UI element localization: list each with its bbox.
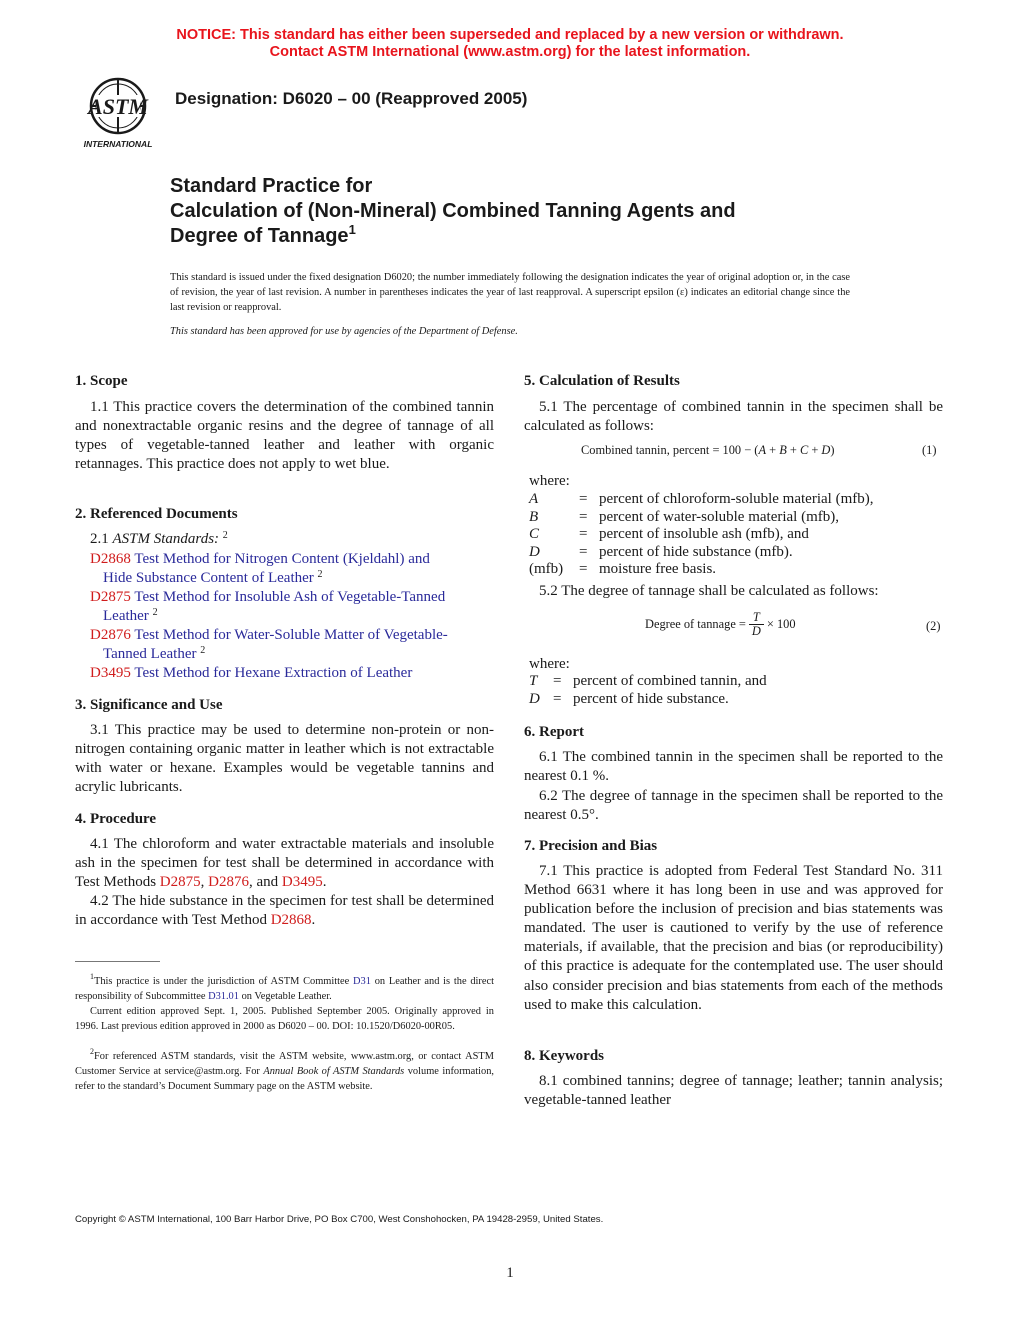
ref-link-d2875[interactable]: D2875	[159, 874, 201, 891]
reference-item-d2875[interactable]: D2875 Test Method for Insoluble Ash of Vegetable-Tanned Leather $^2$	[90, 589, 446, 624]
variable-row: B = percent of water-soluble material (mfb),	[529, 508, 840, 525]
where-label-2: where:	[529, 656, 570, 672]
equation-2-number: (2)	[926, 619, 941, 633]
copyright-notice: Copyright © ASTM International, 100 Barr Harbor Drive, PO Box C700, West Conshohocken, PA 19428-2959, United States.	[75, 1214, 604, 1225]
document-title	[170, 174, 870, 249]
astm-logo-mark	[76, 76, 160, 150]
footnote-divider	[75, 961, 160, 962]
reference-code[interactable]: D2875	[90, 589, 131, 605]
subcommittee-link[interactable]: D31.01	[208, 991, 239, 1002]
reference-title[interactable]: Test Method for Water-Soluble Matter of Vegetable-	[134, 627, 448, 643]
reference-item-d3495[interactable]	[90, 664, 494, 683]
footnote-1: $^1$This practice is under the jurisdiction of ASTM Committee D31 on Leather and is the direct responsibility of Subcommittee D31.01 on Vegetable Leather.	[75, 972, 494, 1002]
equation-1-number: (1)	[922, 443, 937, 457]
ref-link-d2876[interactable]: D2876	[208, 874, 249, 891]
section-7-paragraph: 7.1 This practice is adopted from Federal Test Standard No. 311 Method 6631 where it has long been in use and was approved for publication before the inclusion of precision and bias statements was mandated. The user is cautioned to verify by the use of reference materials, if available, that the precision and bias (or reproducibility) of this practice is adequate for the contemplated use. The user should also consider precision and bias statements from each of the methods used to make this calculation.	[524, 863, 943, 1013]
reference-title[interactable]: Test Method for Hexane Extraction of Leather	[134, 665, 413, 681]
section-3-paragraph: 3.1 This practice may be used to determine non-protein or non-nitrogen containing organic matter in leather which is not extractable with water or hexane. Examples would be vegetable tannins and acrylic lubricants.	[75, 722, 494, 796]
page-number: 1	[506, 1265, 514, 1281]
section-4-heading: 4. Procedure	[75, 811, 157, 827]
equation-2: Degree of tannage = $\frac{T}{D}$ × 100	[645, 609, 796, 638]
astm-logo-text: ASTM	[88, 94, 148, 119]
footnote-2: $^2$For referenced ASTM standards, visit the ASTM website, www.astm.org, or contact ASTM Customer Service at service@astm.org. For Annual Book of ASTM Standards volume information, refer to the standard’s Document Summary page on the ASTM website.	[75, 1047, 495, 1092]
section-5-paragraph-1: 5.1 The percentage of combined tannin in the specimen shall be calculated as follows:	[524, 399, 943, 435]
designation: Designation: D6020 – 00 (Reapproved 2005)	[175, 89, 528, 108]
section-6-heading: 6. Report	[524, 724, 584, 740]
section-5-paragraph-2: 5.2 The degree of tannage shall be calculated as follows:	[539, 583, 879, 599]
section-8-heading: 8. Keywords	[524, 1048, 604, 1064]
title-line-1: Standard Practice for	[170, 175, 373, 197]
variable-row: A = percent of chloroform-soluble material (mfb),	[529, 491, 874, 507]
astm-logo-subtext: INTERNATIONAL	[83, 139, 153, 149]
issuance-statement: This standard is issued under the fixed designation D6020; the number immediately following the designation indicates the year of original adoption or, in the case of revision, the year of last revision. A number in parentheses indicates the year of last reapproval. A superscript epsilon (ε) indicates an editorial change since the last revision or reapproval.	[170, 272, 850, 313]
reference-code[interactable]: D3495	[90, 665, 131, 681]
title-line-2: Calculation of (Non-Mineral) Combined Tanning Agents and	[170, 200, 736, 222]
section-4-paragraph-2: 4.2 The hide substance in the specimen for test shall be determined in accordance with Test Method D2868.	[75, 893, 494, 929]
ref-link-d2868[interactable]: D2868	[270, 912, 312, 929]
withdrawal-notice	[0, 27, 1020, 61]
section-6-paragraph-1: 6.1 The combined tannin in the specimen shall be reported to the nearest 0.1 %.	[524, 749, 943, 785]
section-7-heading: 7. Precision and Bias	[524, 838, 658, 854]
section-3-heading: 3. Significance and Use	[75, 697, 223, 713]
where-label-1: where:	[529, 473, 570, 489]
section-2-intro: 2.1 ASTM Standards: $^2$	[90, 530, 228, 547]
section-2-heading: 2. Referenced Documents	[75, 506, 238, 522]
astm-logo	[76, 76, 160, 150]
section-6-paragraph-2: 6.2 The degree of tannage in the specimen shall be reported to the nearest 0.5°.	[524, 788, 943, 824]
variable-row: D = percent of hide substance.	[529, 690, 729, 707]
reference-code[interactable]: D2868	[90, 551, 131, 567]
equation-1: Combined tannin, percent = 100 − (A + B + C + D)	[581, 443, 835, 457]
reference-item-d2876[interactable]: D2876 Test Method for Water-Soluble Matter of Vegetable- Tanned Leather $^2$	[90, 627, 448, 662]
variable-list-2	[529, 673, 943, 708]
reference-code[interactable]: D2876	[90, 627, 131, 643]
variable-row: (mfb) = moisture free basis.	[529, 561, 717, 577]
title-line-3: Degree of Tannage$^1$	[170, 222, 356, 247]
section-4-paragraph-1: 4.1 The chloroform and water extractable materials and insoluble ash in the specimen for test shall be determined in accordance with Test Methods D2875, D2876, and D3495.	[75, 836, 494, 891]
committee-link[interactable]: D31	[353, 976, 371, 987]
title-footnote-ref[interactable]: 1	[348, 222, 356, 237]
equation-2-fraction: $\frac{T}{D}$	[749, 611, 764, 638]
notice-line-2: Contact ASTM International (www.astm.org) for the latest information.	[269, 44, 751, 60]
section-1-heading: 1. Scope	[75, 373, 128, 389]
notice-line-1: NOTICE: This standard has either been superseded and replaced by a new version or withdrawn.	[176, 27, 844, 43]
section-8-paragraph: 8.1 combined tannins; degree of tannage; leather; tannin analysis; vegetable-tanned leather	[524, 1073, 943, 1109]
reference-item-d2868[interactable]: D2868 Test Method for Nitrogen Content (Kjeldahl) and Hide Substance Content of Leather $^2$	[90, 551, 430, 586]
dod-approval-note: This standard has been approved for use by agencies of the Department of Defense.	[170, 326, 518, 337]
section-1-paragraph: 1.1 This practice covers the determination of the combined tannin and nonextractable organic resins and the degree of tannage of all types of vegetable-tanned leather and leather with organic retannages. This practice does not apply to wet blue.	[75, 399, 494, 473]
section-5-heading: 5. Calculation of Results	[524, 373, 680, 389]
variable-row: C = percent of insoluble ash (mfb), and	[529, 526, 809, 542]
footnote-1-edition: Current edition approved Sept. 1, 2005. Published September 2005. Originally approved in 1996. Last previous edition approved in 2000 as D6020 – 00. DOI: 10.1520/D6020-00R05.	[75, 1006, 494, 1032]
ref-link-d3495[interactable]: D3495	[281, 874, 323, 891]
variable-list-1	[529, 491, 943, 579]
reference-title[interactable]: Test Method for Insoluble Ash of Vegetable-Tanned	[134, 589, 446, 605]
reference-title[interactable]: Test Method for Nitrogen Content (Kjeldahl) and	[134, 551, 430, 567]
variable-row: T = percent of combined tannin, and	[529, 673, 767, 689]
variable-row: D = percent of hide substance (mfb).	[529, 543, 793, 560]
